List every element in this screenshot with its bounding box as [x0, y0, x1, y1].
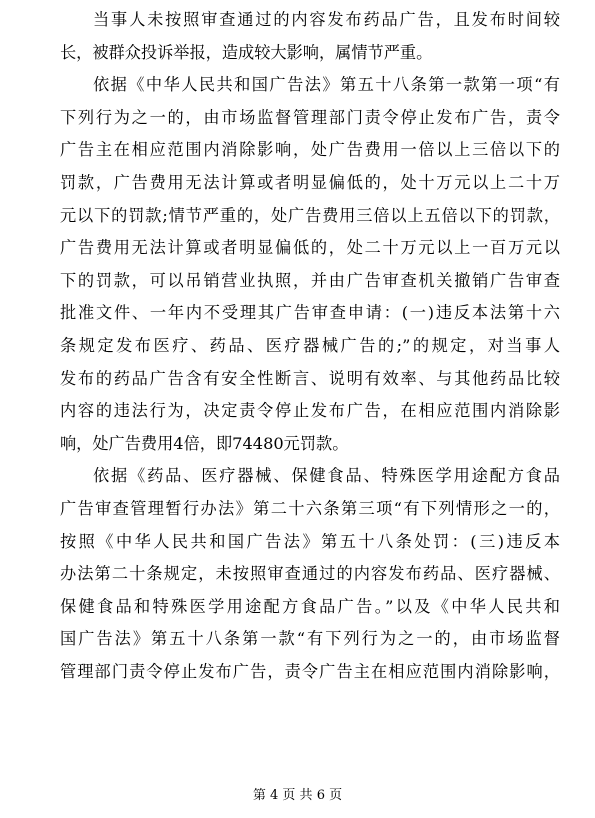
paragraph-line: 罚款，广告费用无法计算或者明显偏低的，处十万元以上二十万: [60, 172, 560, 192]
paragraph-line: 按照《中华人民共和国广告法》第五十八条处罚：(三)违反本: [60, 531, 560, 551]
paragraph-line: 依据《中华人民共和国广告法》第五十八条第一款第一项“有: [93, 75, 560, 95]
paragraph-line: 国广告法》第五十八条第一款“有下列行为之一的，由市场监督: [60, 629, 560, 649]
paragraph-line: 依据《药品、医疗器械、保健食品、特殊医学用途配方食品: [93, 466, 560, 486]
body-text: [60, 4, 560, 688]
paragraph-line: 广告费用无法计算或者明显偏低的，处二十万元以上一百万元以: [60, 238, 560, 258]
paragraph-line: 下列行为之一的，由市场监督管理部门责令停止发布广告，责令: [60, 107, 560, 127]
paragraph-line: 保健食品和特殊医学用途配方食品广告。”以及《中华人民共和: [60, 596, 560, 616]
page-number: 第 4 页 共 6 页: [252, 788, 343, 803]
paragraph-line: 管理部门责令停止发布广告，责令广告主在相应范围内消除影响，: [60, 661, 560, 681]
paragraph-line: 当事人未按照审查通过的内容发布药品广告，且发布时间较: [93, 10, 560, 29]
paragraph-line: 响，处广告费用4倍，即74480元罚款。: [60, 433, 349, 453]
paragraph-line: 发布的药品广告含有安全性断言、说明有效率、与其他药品比较: [60, 368, 560, 388]
paragraph-line: 广告审查管理暂行办法》第二十六条第三项“有下列情形之一的，: [60, 498, 560, 518]
paragraph-line: 条规定发布医疗、药品、医疗器械广告的;”的规定，对当事人: [60, 335, 560, 355]
paragraph-line: 内容的违法行为，决定责令停止发布广告，在相应范围内消除影: [60, 401, 560, 421]
paragraph-line: 办法第二十条规定，未按照审查通过的内容发布药品、医疗器械、: [60, 564, 560, 584]
paragraph-line: 批准文件、一年内不受理其广告审查申请：(一)违反本法第十六: [60, 303, 560, 323]
paragraph-line: 元以下的罚款;情节严重的，处广告费用三倍以上五倍以下的罚款，: [60, 205, 560, 225]
paragraph-line: 长，被群众投诉举报，造成较大影响，属情节严重。: [60, 42, 433, 62]
paragraph-line: 广告主在相应范围内消除影响，处广告费用一倍以上三倍以下的: [60, 140, 560, 160]
paragraph-line: 下的罚款，可以吊销营业执照，并由广告审查机关撤销广告审查: [60, 270, 560, 290]
